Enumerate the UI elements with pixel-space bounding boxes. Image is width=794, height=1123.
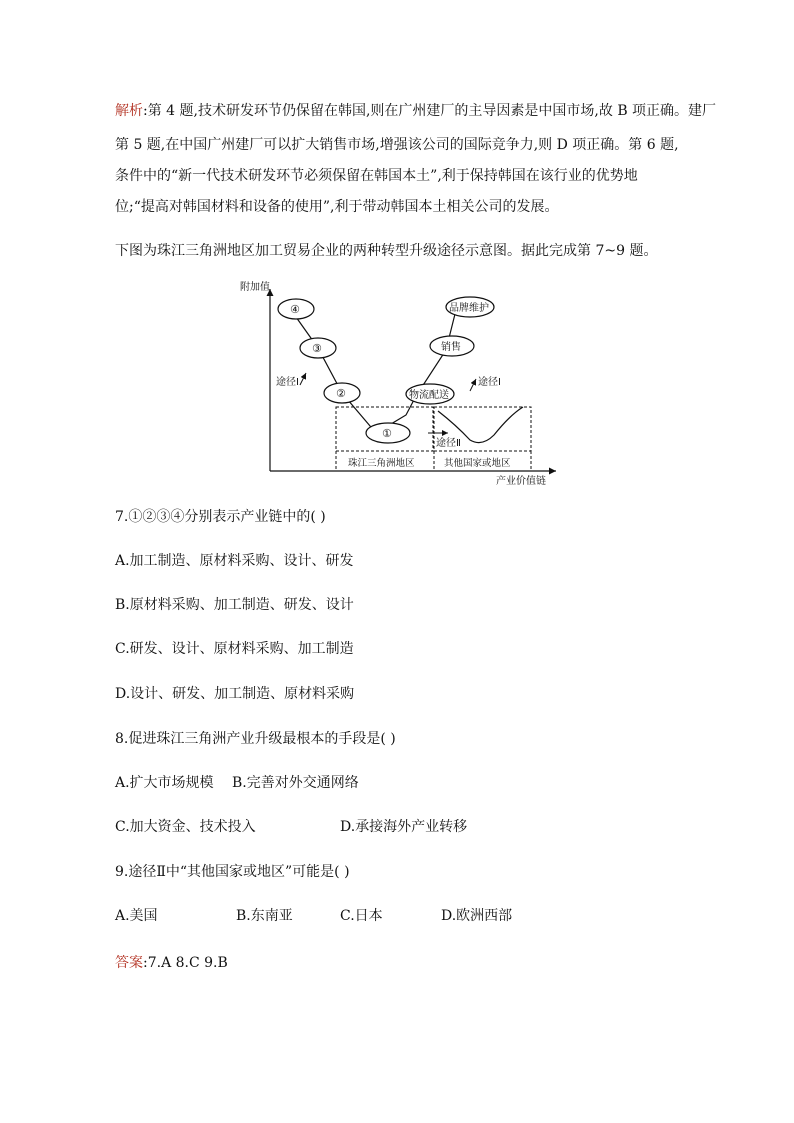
q7-option-b[interactable]: B.原材料采购、加工制造、研发、设计 [115, 597, 354, 613]
q9-option-a[interactable]: A.美国 [115, 908, 158, 924]
node-2-label: ② [336, 387, 346, 400]
region-label-right: 其他国家或地区 [444, 458, 511, 469]
q8-option-d[interactable]: D.承接海外产业转移 [340, 819, 468, 835]
path-i-curve [296, 310, 456, 433]
x-axis-label: 产业价值链 [496, 476, 546, 487]
q7-option-c[interactable]: C.研发、设计、原材料采购、加工制造 [115, 641, 354, 657]
explanation-line-1 [115, 101, 716, 121]
node-logistics-label: 物流配送 [409, 390, 449, 401]
answer-label: 答案 [115, 955, 143, 971]
q9-option-b[interactable]: B.东南亚 [236, 908, 293, 924]
q9-option-c[interactable]: C.日本 [340, 908, 383, 924]
intro-text: 下图为珠江三角洲地区加工贸易企业的两种转型升级途径示意图。据此完成第 7~9 题。 [115, 243, 658, 259]
region-label-left: 珠江三角洲地区 [348, 458, 415, 469]
upgrade-path-diagram [238, 275, 568, 490]
path-ii-label: 途径Ⅱ [436, 438, 461, 449]
node-1-label: ① [382, 427, 392, 440]
node-brand-label: 品牌维护 [449, 303, 489, 314]
q9-stem: 9.途径Ⅱ中“其他国家或地区”可能是( ) [115, 864, 350, 880]
explanation-line-3: 条件中的“新一代技术研发环节必须保留在韩国本土”,利于保持韩国在该行业的优势地 [115, 168, 638, 184]
node-4-label: ④ [290, 303, 300, 316]
explanation-line-2: 第 5 题,在中国广州建厂可以扩大销售市场,增强该公司的国际竞争力,则 D 项正确。第 6 题, [115, 137, 679, 153]
explanation-line-4: 位;“提高对韩国材料和设备的使用”,利于带动韩国本土相关公司的发展。 [115, 199, 559, 215]
q8-option-b[interactable]: B.完善对外交通网络 [232, 775, 359, 791]
node-3-label: ③ [312, 342, 322, 355]
y-axis-label: 附加值 [240, 282, 270, 293]
q8-option-c[interactable]: C.加大资金、技术投入 [115, 819, 256, 835]
q9-option-d[interactable]: D.欧洲西部 [441, 908, 513, 924]
q8-stem: 8.促进珠江三角洲产业升级最根本的手段是( ) [115, 731, 396, 747]
q7-option-a[interactable]: A.加工制造、原材料采购、设计、研发 [115, 553, 354, 569]
explanation-text-1: :第 4 题,技术研发环节仍保留在韩国,则在广州建厂的主导因素是中国市场,故 B 项正确。建厂 [143, 103, 717, 119]
path-i-label-left: 途径Ⅰ [276, 377, 299, 388]
q8-option-a[interactable]: A.扩大市场规模 [115, 775, 214, 791]
q7-stem: 7.①②③④分别表示产业链中的( ) [115, 509, 326, 525]
answer-line [115, 953, 228, 973]
explanation-label: 解析 [115, 103, 143, 119]
answer-text: :7.A 8.C 9.B [143, 955, 228, 971]
q7-option-d[interactable]: D.设计、研发、加工制造、原材料采购 [115, 686, 355, 702]
path-i-label-right: 途径Ⅰ [478, 377, 501, 388]
node-sales-label: 销售 [441, 342, 461, 353]
